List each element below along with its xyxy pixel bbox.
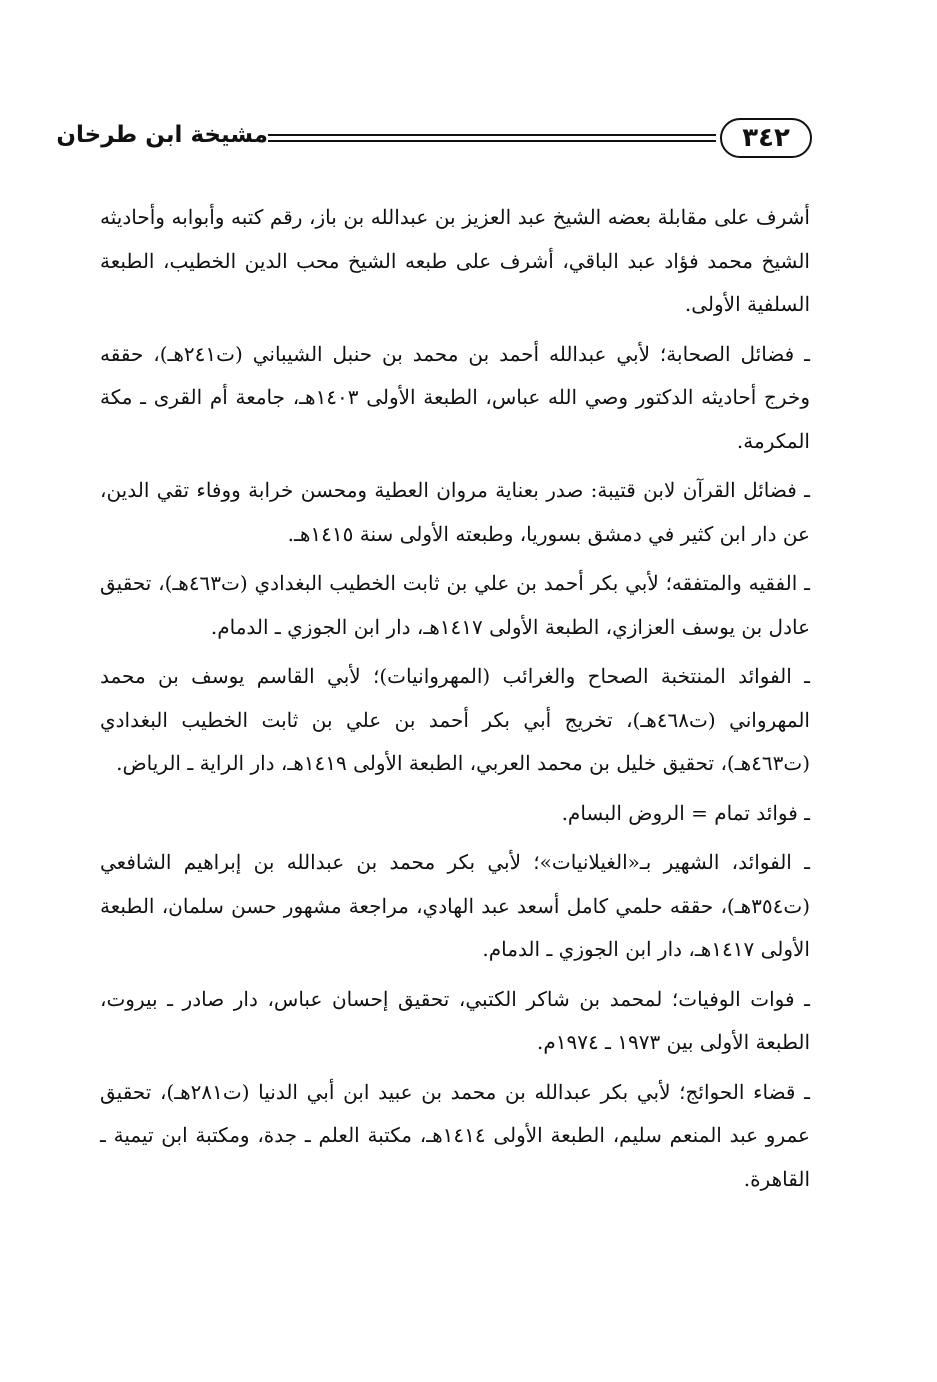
entry-text: ـ فضائل القرآن لابن قتيبة: صدر بعناية مروان العطية ومحسن خرابة ووفاء تقي الدين، عن دار ابن كثير في دمشق بسوريا، وطبعته الأولى سنة ١٤١٥هـ. [100,478,811,546]
entry-text: ـ الفوائد، الشهير بـ«الغيلانيات»؛ لأبي بكر محمد بن عبدالله بن إبراهيم الشافعي (ت٣٥٤هـ)، حققه حلمي كامل أسعد عبد الهادي، مراجعة مشهور حسن سلمان، الطبعة الأولى ١٤١٧هـ، دار ابن الجوزي ـ الدمام. [100,850,810,961]
entry-text: ـ فوائد تمام = الروض البسام. [561,800,810,825]
bibliography-entry [100,469,810,556]
page-number: ٣٤٢ [720,118,812,158]
header-rule [268,134,716,142]
entry-text: ـ قضاء الحوائج؛ لأبي بكر عبدالله بن محمد بن عبيد ابن أبي الدنيا (ت٢٨١هـ)، تحقيق عمرو عبد المنعم سليم، الطبعة الأولى ١٤١٤هـ، مكتبة العلم ـ جدة، ومكتبة ابن تيمية ـ القاهرة. [100,1079,810,1191]
bibliography-entry [100,562,810,649]
bibliography-entry [100,333,810,464]
bibliography-entry [100,196,810,327]
entry-text: ـ الفوائد المنتخبة الصحاح والغرائب (المهروانيات)؛ لأبي القاسم يوسف بن محمد المهرواني (ت٤٦٨هـ)، تخريج أبي بكر أحمد بن علي بن ثابت الخطيب البغدادي (ت٤٦٣هـ)، تحقيق خليل بن محمد العربي، الطبعة الأولى ١٤١٩هـ، دار الراية ـ الرياض. [100,664,810,775]
bibliography-entry [100,978,810,1065]
page-header [56,118,812,162]
entry-text: ـ الفقيه والمتفقه؛ لأبي بكر أحمد بن علي بن ثابت الخطيب البغدادي (ت٤٦٣هـ)، تحقيق عادل بن يوسف العزازي، الطبعة الأولى ١٤١٧هـ، دار ابن الجوزي ـ الدمام. [100,571,810,639]
bibliography-entry [100,841,810,972]
running-title: مشيخة ابن طرخان [56,122,268,148]
entry-text: ـ فضائل الصحابة؛ لأبي عبدالله أحمد بن محمد بن حنبل الشيباني (ت٢٤١هـ)، حققه وخرج أحاديثه الدكتور وصي الله عباس، الطبعة الأولى ١٤٠٣هـ، جامعة أم القرى ـ مكة المكرمة. [100,341,811,453]
bibliography-entry [100,792,810,836]
bibliography-list [100,196,810,1207]
bibliography-entry [100,1071,810,1202]
entry-text: أشرف على مقابلة بعضه الشيخ عبد العزيز بن عبدالله بن باز، رقم كتبه وأبوابه وأحاديثه الشيخ محمد فؤاد عبد الباقي، أشرف على طبعه الشيخ محب الدين الخطيب، الطبعة السلفية الأولى. [100,205,810,316]
bibliography-entry [100,655,810,786]
entry-text: ـ فوات الوفيات؛ لمحمد بن شاكر الكتبي، تحقيق إحسان عباس، دار صادر ـ بيروت، الطبعة الأولى بين ١٩٧٣ ـ ١٩٧٤م. [100,986,810,1054]
